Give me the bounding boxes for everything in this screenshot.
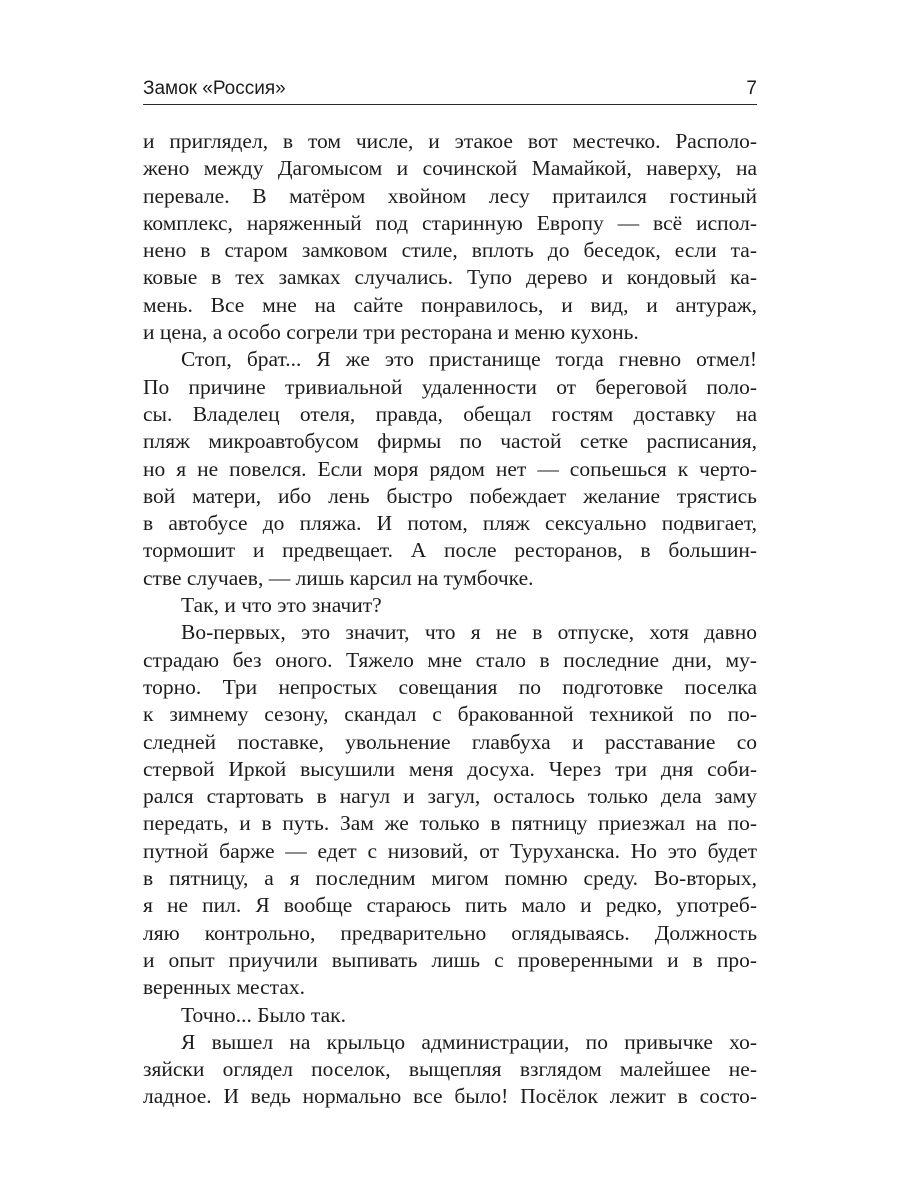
- text-line: стервой Иркой высушили меня досуха. Через три дня соби-: [143, 756, 757, 781]
- text-line: Так, и что это значит?: [181, 593, 382, 618]
- text-line: и опыт приучили выпивать лишь с проверенными и в про-: [143, 947, 757, 972]
- text-line: я не пил. Я вообще стараюсь пить мало и редко, употреб-: [143, 893, 757, 918]
- text-line: ляю контрольно, предварительно оглядываясь. Должность: [143, 920, 757, 945]
- text-line: торно. Три непростых совещания по подготовке поселка: [143, 674, 757, 699]
- text-line: вой матери, ибо лень быстро побеждает желание трястись: [143, 483, 757, 508]
- text-line: следней поставке, увольнение главбуха и расставание со: [143, 729, 757, 754]
- text-line: комплекс, наряженный под старинную Европу — всё испол-: [143, 210, 757, 235]
- text-line: зяйски оглядел поселок, выщепляя взглядом малейшее не-: [143, 1057, 757, 1082]
- text-line: веренных местах.: [143, 975, 305, 1000]
- paragraph: [143, 1029, 757, 1111]
- paragraph: [143, 1002, 757, 1029]
- text-line: Во-первых, это значит, что я не в отпуске, хотя давно: [181, 620, 757, 645]
- body-text: [143, 128, 757, 1111]
- text-line: к зимнему сезону, скандал с бракованной техникой по по-: [143, 702, 757, 727]
- text-line: ладное. И ведь нормально все было! Посёлок лежит в состо-: [143, 1084, 757, 1109]
- text-line: пляж микроавтобусом фирмы по частой сетке расписания,: [143, 429, 757, 454]
- text-line: жено между Дагомысом и сочинской Мамайкой, наверху, на: [143, 156, 757, 181]
- text-line: передать, и в путь. Зам же только в пятницу приезжал на по-: [143, 811, 757, 836]
- chapter-title: Замок «Россия»: [143, 78, 286, 99]
- text-line: тормошит и предвещает. А после ресторанов, в большин-: [143, 538, 757, 563]
- running-header: [143, 74, 757, 105]
- text-line: ковые в тех замках случались. Тупо дерево и кондовый ка-: [143, 265, 757, 290]
- text-line: мень. Все мне на сайте понравилось, и вид, и антураж,: [143, 292, 757, 317]
- text-line: сы. Владелец отеля, правда, обещал гостям доставку на: [143, 401, 757, 426]
- paragraph: [143, 346, 757, 592]
- text-line: и приглядел, в том числе, и этакое вот местечко. Располо-: [143, 129, 757, 153]
- text-line: в автобусе до пляжа. И потом, пляж сексуально подвигает,: [143, 511, 757, 536]
- text-line: Точно... Было так.: [181, 1002, 346, 1027]
- text-line: страдаю без оного. Тяжело мне стало в последние дни, му-: [143, 647, 757, 672]
- text-line: нено в старом замковом стиле, вплоть до беседок, если та-: [143, 238, 757, 263]
- text-line: стве случаев, — лишь карсил на тумбочке.: [143, 565, 534, 590]
- paragraph: [143, 128, 757, 346]
- text-line: и цена, а особо согрели три ресторана и меню кухонь.: [143, 320, 639, 345]
- text-line: рался стартовать в нагул и загул, осталось только дела заму: [143, 784, 757, 809]
- text-line: По причине тривиальной удаленности от береговой поло-: [143, 374, 757, 399]
- text-line: Стоп, брат... Я же это пристанище тогда гневно отмел!: [181, 347, 757, 372]
- text-line: Я вышел на крыльцо администрации, по привычке хо-: [181, 1029, 757, 1054]
- text-line: перевале. В матёром хвойном лесу притаился гостиный: [143, 183, 757, 208]
- text-line: путной барже — едет с низовий, от Туруханска. Но это будет: [143, 838, 757, 863]
- paragraph: [143, 619, 757, 1001]
- text-line: но я не повелся. Если моря рядом нет — сопьешься к черто-: [143, 456, 757, 481]
- page-number: 7: [746, 78, 757, 99]
- paragraph: [143, 592, 757, 619]
- text-line: в пятницу, а я последним мигом помню среду. Во-вторых,: [143, 866, 757, 891]
